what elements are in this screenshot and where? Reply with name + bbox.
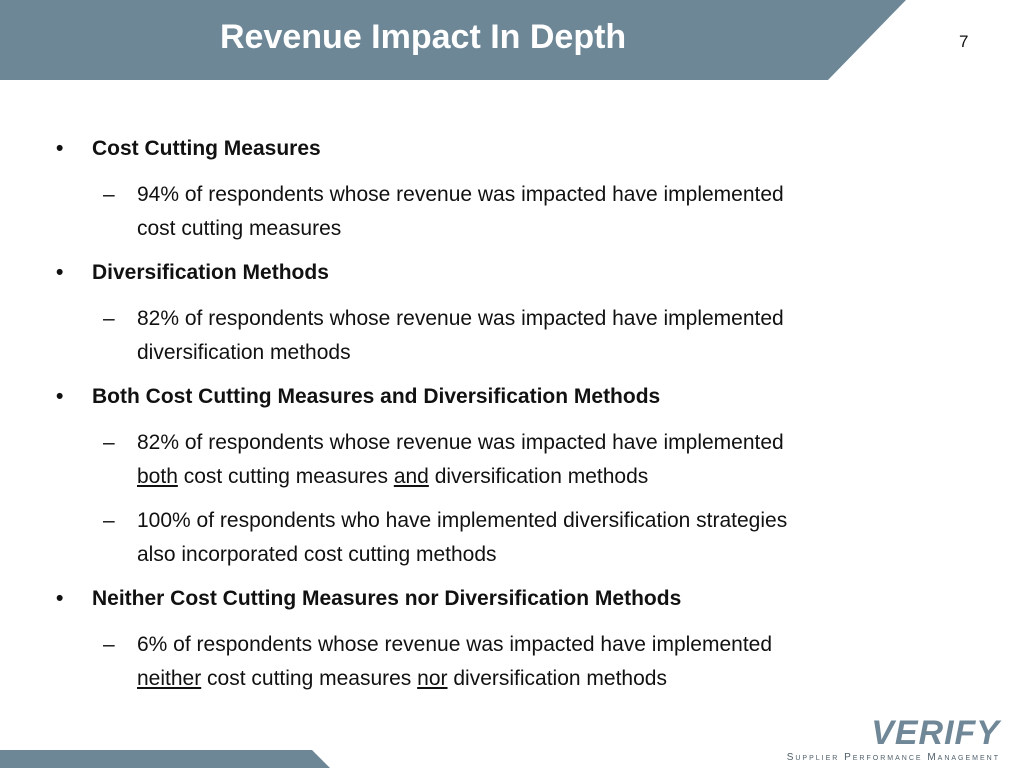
bullet-glyph: • [56, 261, 64, 284]
sub-item [103, 302, 897, 370]
underlined-word: and [393, 465, 429, 488]
sub-text: diversification methods [447, 667, 667, 690]
slide-title: Revenue Impact In Depth [220, 18, 627, 56]
underlined-word: both [137, 465, 178, 488]
dash-glyph: – [103, 183, 115, 206]
bullet-item [56, 256, 1024, 290]
sub-line-2: diversification methods [137, 341, 351, 364]
sub-text: cost cutting measures [201, 667, 418, 690]
sub-line-2: also incorporated cost cutting methods [137, 543, 497, 566]
page-number: 7 [959, 32, 969, 51]
dash-glyph: – [103, 431, 115, 454]
logo-tagline: Supplier Performance Management [786, 752, 1000, 763]
sub-item [103, 178, 897, 246]
bullet-heading: Both Cost Cutting Measures and Diversification Methods [92, 385, 661, 408]
dash-glyph: – [103, 307, 115, 330]
sub-text: cost cutting measures [177, 465, 394, 488]
bullet-glyph: • [56, 137, 64, 160]
bullet-heading: Neither Cost Cutting Measures nor Diversification Methods [92, 587, 682, 610]
sub-line-1: 82% of respondents whose revenue was impacted have implemented [137, 431, 784, 454]
sub-text: diversification methods [428, 465, 649, 488]
bullet-glyph: • [56, 587, 64, 610]
bullet-glyph: • [56, 385, 64, 408]
underlined-word: neither [137, 667, 202, 690]
bullet-item [56, 380, 1024, 414]
sub-item [103, 628, 897, 696]
underlined-word: nor [417, 667, 448, 690]
bullet-heading: Diversification Methods [92, 261, 329, 284]
verify-logo [786, 714, 1012, 768]
logo-wordmark: VERIFY [871, 714, 1000, 752]
sub-line-1: 94% of respondents whose revenue was impacted have implemented [137, 183, 784, 206]
dash-glyph: – [103, 633, 115, 656]
sub-line-1: 6% of respondents whose revenue was impacted have implemented [137, 633, 773, 656]
sub-item [103, 426, 897, 494]
slide-content [0, 132, 1024, 706]
dash-glyph: – [103, 509, 115, 532]
bullet-heading: Cost Cutting Measures [92, 137, 321, 160]
sub-item [103, 504, 897, 572]
sub-line-1: 82% of respondents whose revenue was impacted have implemented [137, 307, 784, 330]
sub-line-2: cost cutting measures [137, 217, 342, 240]
bullet-item [56, 132, 1024, 166]
sub-line-1: 100% of respondents who have implemented diversification strategies [137, 509, 788, 532]
bullet-item [56, 582, 1024, 616]
footer-band [0, 750, 330, 768]
